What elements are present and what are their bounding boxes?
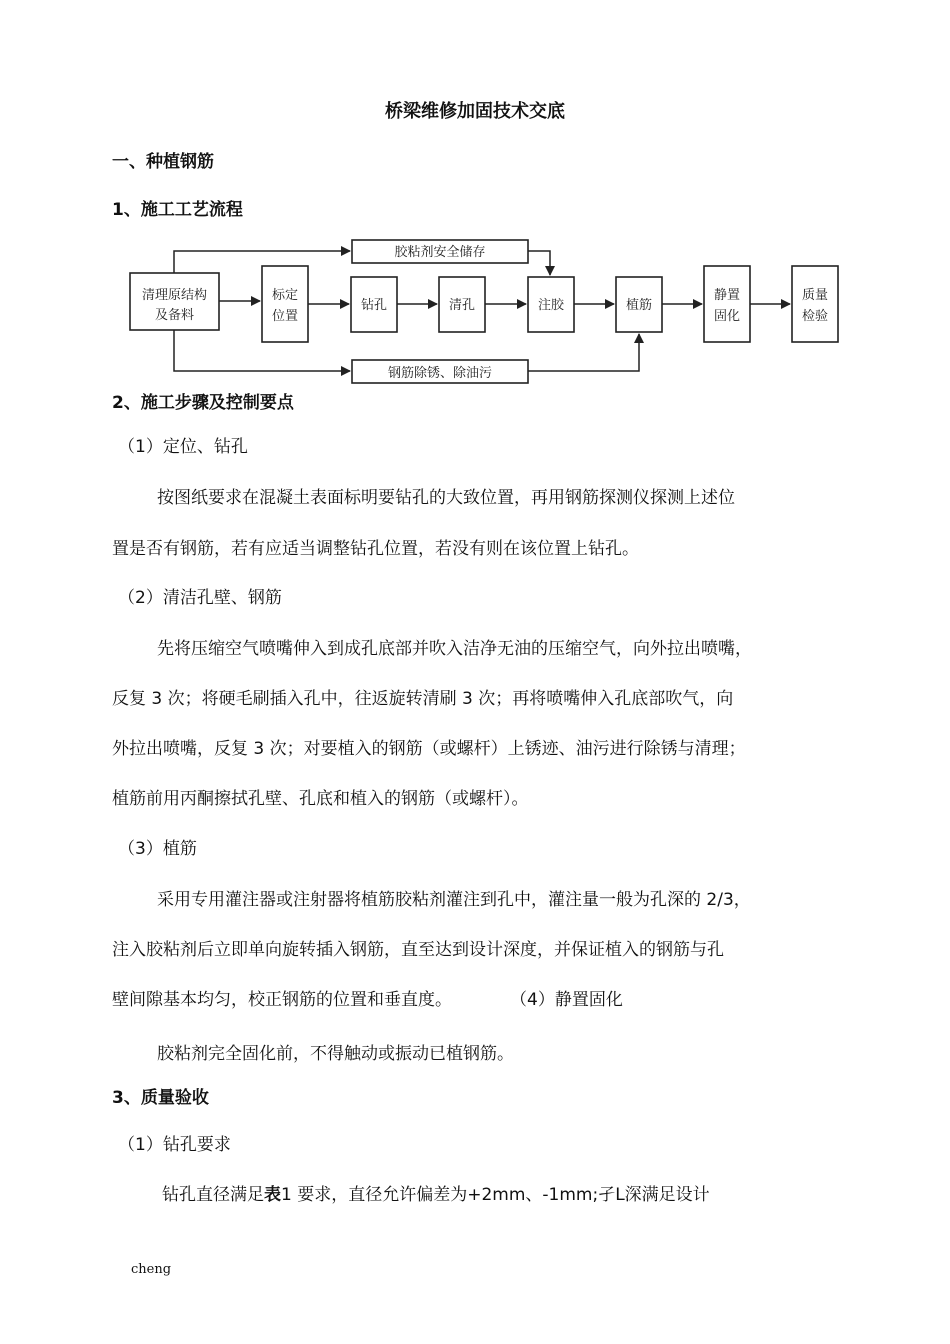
flow-label: 标定 (271, 288, 299, 303)
flow-label-storage: 胶粘剂安全储存 (394, 245, 486, 260)
paragraph-line: 先将压缩空气喷嘴伸入到成孔底部并吹入洁净无油的压缩空气，向外拉出喷嘴， (157, 639, 752, 659)
flow-arrow-rust-to-plant (528, 334, 639, 371)
step-heading-4: （4）静置固化 (510, 990, 623, 1010)
text-run-bold: 表 (264, 1185, 281, 1205)
step-heading-2: （2）清洁孔壁、钢筋 (118, 588, 282, 608)
paragraph-line: 植筋前用丙酮擦拭孔壁、孔底和植入的钢筋（或螺杆）。 (112, 789, 529, 809)
subsection-heading-1: 1、施工工艺流程 (112, 200, 243, 220)
paragraph-line: 外拉出喷嘴，反复 3 次；对要植入的钢筋（或螺杆）上锈迹、油污进行除锈与清理； (112, 739, 746, 759)
flow-arrow-storage-to-inject (528, 251, 550, 275)
flow-box-cure (704, 266, 750, 342)
flow-label: 清理原结构 (141, 288, 208, 303)
flow-box-mark (262, 266, 308, 342)
flow-label-rust-removal: 钢筋除锈、除油污 (387, 366, 493, 381)
subsection-heading-2: 2、施工步骤及控制要点 (112, 393, 294, 413)
flow-label: 清孔 (448, 298, 476, 313)
flow-label: 质量 (801, 288, 829, 303)
text-run: 钻孔直径满足 (162, 1185, 264, 1205)
section-heading-1: 一、种植钢筋 (112, 152, 214, 172)
paragraph-line: 壁间隙基本均匀，校正钢筋的位置和垂直度。 (112, 990, 452, 1010)
paragraph-line (162, 1180, 710, 1205)
page-footer-text: cheng (131, 1262, 172, 1277)
subsection-heading-3: 3、质量验收 (112, 1088, 209, 1108)
flow-label: 静置 (713, 288, 741, 303)
flow-label: 钻孔 (360, 298, 388, 313)
paragraph-line: 置是否有钢筋，若有应适当调整钻孔位置，若没有则在该位置上钻孔。 (112, 539, 639, 559)
flow-box-inspect (792, 266, 838, 342)
step-heading-1: （1）定位、钻孔 (118, 437, 248, 457)
document-title: 桥梁维修加固技术交底 (385, 101, 565, 122)
paragraph-line: 胶粘剂完全固化前，不得触动或振动已植钢筋。 (157, 1044, 514, 1064)
flow-label: 固化 (713, 309, 741, 324)
step-heading-3: （3）植筋 (118, 839, 197, 859)
text-run: 1 要求，直径允许偏差为+2mm、-1mm;孑L深满足设计 (281, 1185, 710, 1205)
paragraph-line: 采用专用灌注器或注射器将植筋胶粘剂灌注到孔中，灌注量一般为孔深的 2/3， (157, 890, 751, 910)
paragraph-line: 按图纸要求在混凝土表面标明要钻孔的大致位置，再用钢筋探测仪探测上述位 (157, 488, 735, 508)
paragraph-line: 注入胶粘剂后立即单向旋转插入钢筋，直至达到设计深度，并保证植入的钢筋与孔 (112, 940, 724, 960)
flow-label: 植筋 (625, 298, 653, 313)
paragraph-line: 反复 3 次；将硬毛刷插入孔中，往返旋转清刷 3 次；再将喷嘴伸入孔底部吹气，向 (112, 689, 734, 709)
flow-label: 位置 (271, 309, 299, 324)
flow-label: 检验 (801, 309, 829, 324)
flow-label: 注胶 (537, 298, 565, 313)
quality-heading-1: （1）钻孔要求 (118, 1135, 231, 1155)
flow-label: 及备料 (154, 308, 195, 323)
